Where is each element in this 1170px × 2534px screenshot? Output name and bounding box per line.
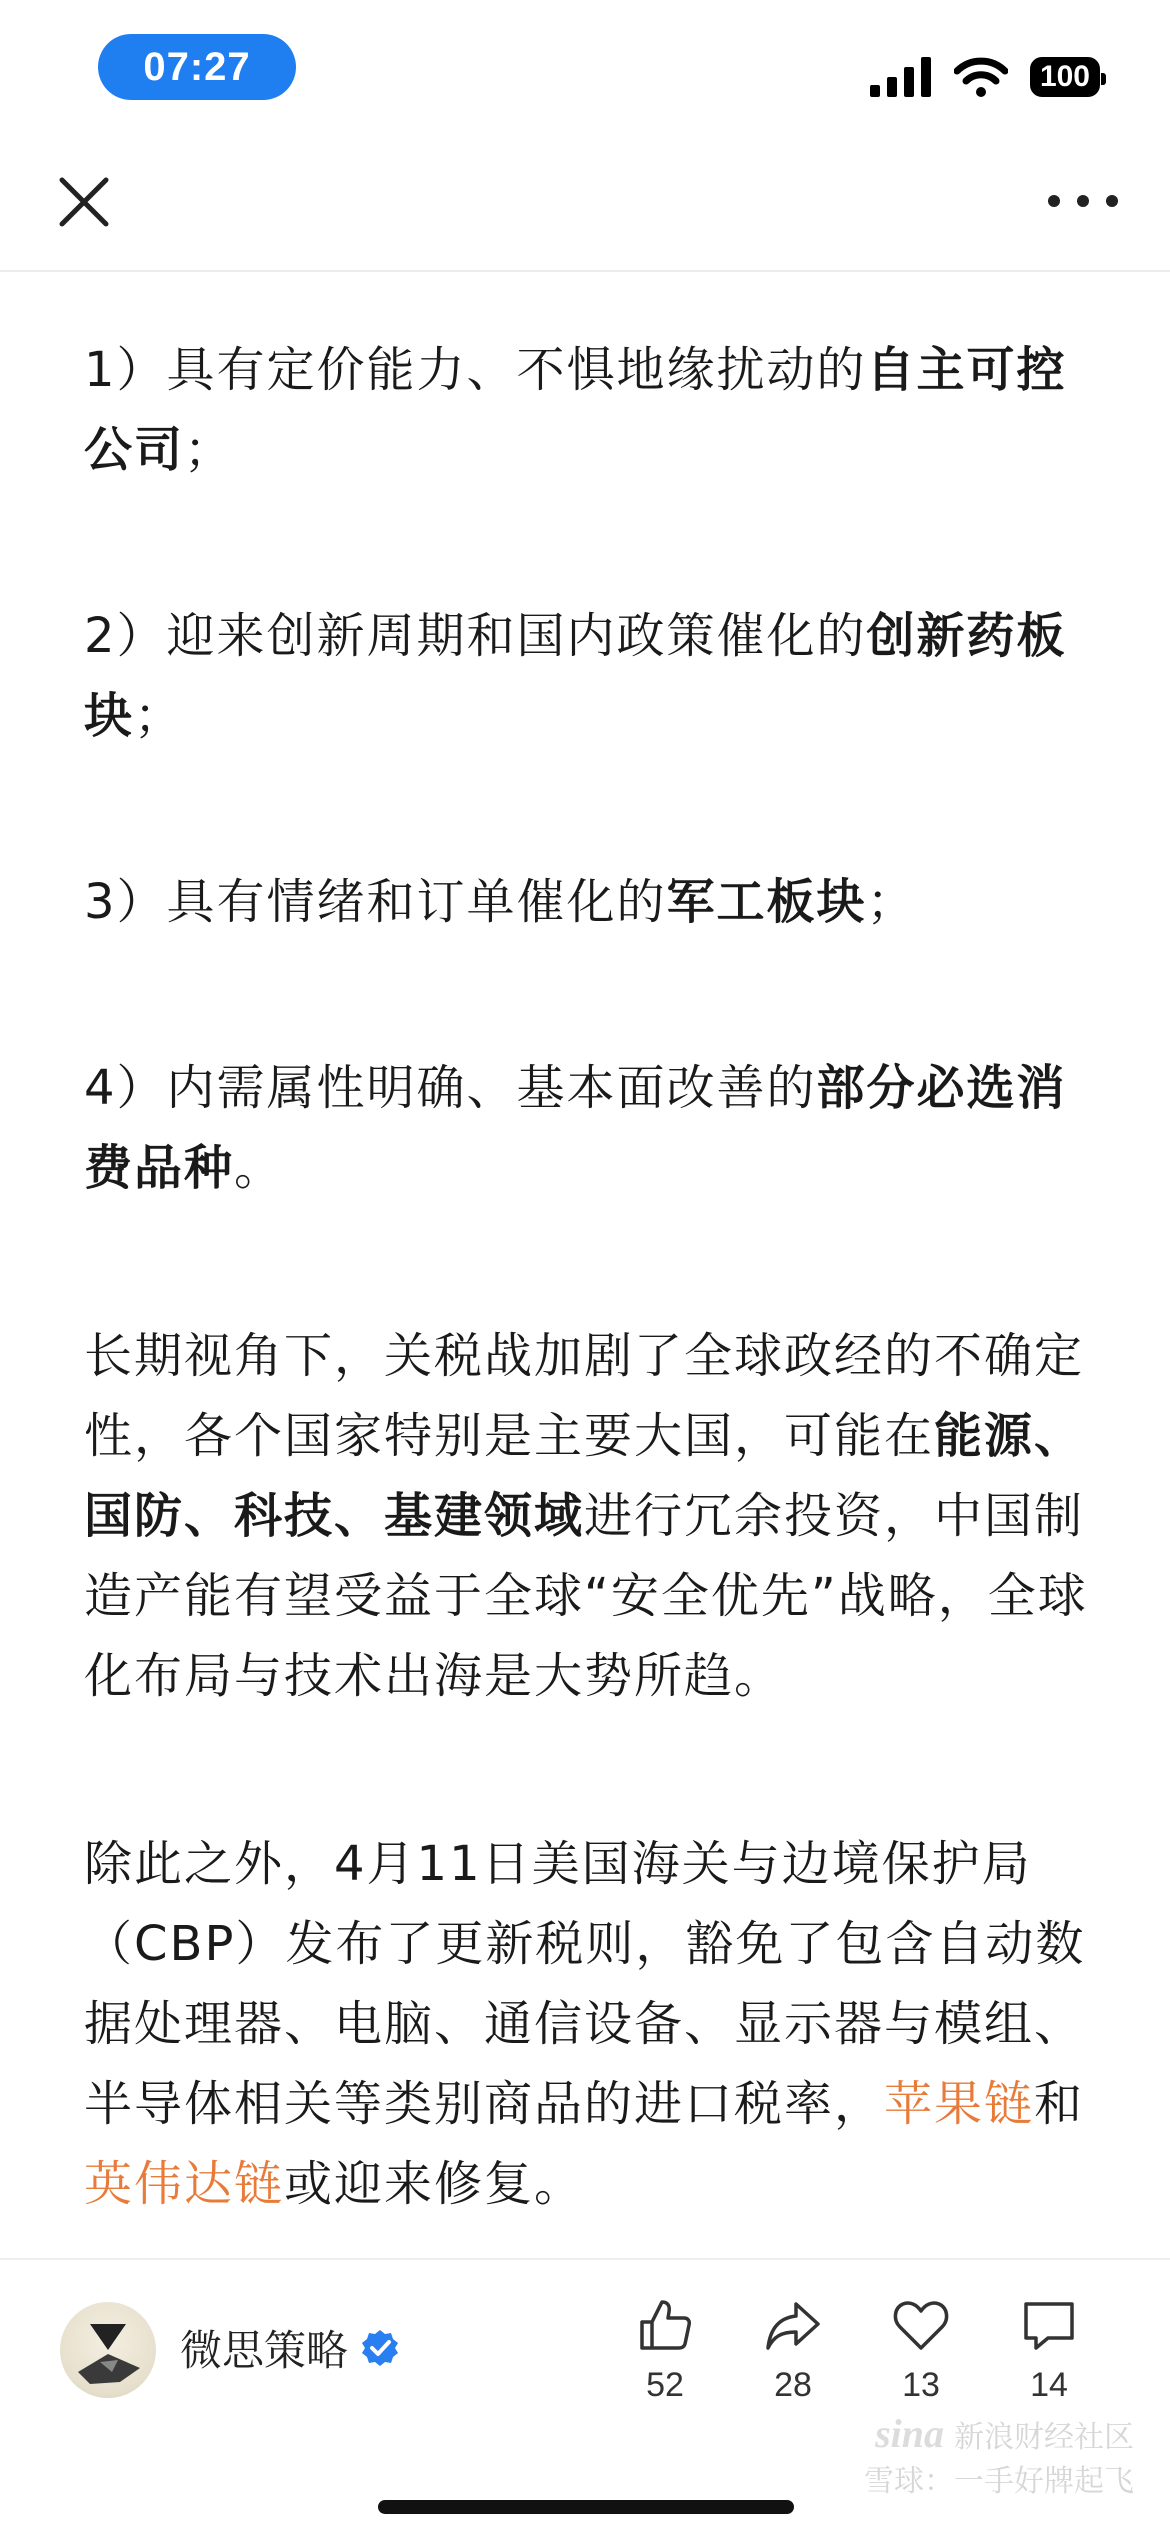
author-name[interactable] <box>180 2318 400 2378</box>
close-button[interactable] <box>52 170 116 234</box>
p5-text: 长期视角下，关税战加剧了全球政经的不确定性，各个国家特别是主要大国，可能在 <box>84 1328 1085 1464</box>
more-dot <box>1106 195 1118 207</box>
watermark-logo: sina <box>875 2411 944 2456</box>
avatar[interactable] <box>60 2302 156 2398</box>
p4-text: 4）内需属性明确、基本面改善的 <box>84 1060 817 1116</box>
share-button[interactable] <box>748 2294 838 2405</box>
like-button[interactable] <box>620 2294 710 2405</box>
p1-bold: 自主可控公司 <box>84 342 1067 478</box>
status-icons <box>870 52 1100 102</box>
bottom-action-bar <box>0 2258 1170 2534</box>
verified-badge-icon <box>360 2328 400 2368</box>
battery-indicator: 100 <box>1030 57 1100 97</box>
p4-bold: 部分必选消费品种 <box>84 1060 1067 1196</box>
paragraph-6 <box>84 1824 1089 2224</box>
p1-text: 1）具有定价能力、不惧地缘扰动的 <box>84 342 867 398</box>
favorite-icon <box>890 2294 952 2356</box>
author-name-text: 微思策略 <box>180 2326 349 2375</box>
close-icon <box>52 170 116 234</box>
share-count: 28 <box>774 2366 812 2404</box>
watermark-line2: 雪球：一手好牌起飞 <box>864 2464 1134 2499</box>
p5-bold: 能源、国防、科技、基建领域 <box>84 1408 1085 1544</box>
signal-icon <box>870 57 932 97</box>
like-count: 52 <box>646 2366 684 2404</box>
more-button[interactable] <box>1048 186 1118 216</box>
p3-bold: 军工板块 <box>666 874 867 930</box>
article-body <box>84 330 1089 2224</box>
more-dot <box>1048 195 1060 207</box>
p2-text: 2）迎来创新周期和国内政策催化的 <box>84 608 867 664</box>
p2-end: ； <box>134 688 185 744</box>
comment-count: 14 <box>1030 2366 1068 2404</box>
like-icon <box>634 2294 696 2356</box>
p6-end: 或迎来修复。 <box>284 2156 585 2212</box>
favorite-button[interactable] <box>876 2294 966 2405</box>
avatar-image <box>60 2302 156 2398</box>
more-dot <box>1077 195 1089 207</box>
p2-bold: 创新药板块 <box>84 608 1067 744</box>
watermark-line1: 新浪财经社区 <box>954 2420 1134 2455</box>
p4-end: 。 <box>234 1140 285 1196</box>
wifi-icon <box>954 57 1008 97</box>
p5-end: 进行冗余投资，中国制造产能有望受益于全球“安全优先”战略，全球化布局与技术出海是大势所趋。 <box>84 1488 1088 1704</box>
favorite-count: 13 <box>902 2366 940 2404</box>
share-icon <box>762 2294 824 2356</box>
apple-chain-link[interactable]: 苹果链 <box>884 2076 1035 2132</box>
nav-bar <box>0 130 1170 272</box>
comment-icon <box>1018 2294 1080 2356</box>
paragraph-2 <box>84 596 1089 756</box>
paragraph-1 <box>84 330 1089 490</box>
paragraph-4 <box>84 1048 1089 1208</box>
p3-text: 3）具有情绪和订单催化的 <box>84 874 667 930</box>
p1-end: ； <box>184 422 235 478</box>
p6-text: 除此之外，4月11日美国海关与边境保护局（CBP）发布了更新税则，豁免了包含自动数据处理器、电脑、通信设备、显示器与模组、半导体相关等类别商品的进口税率， <box>84 1836 1086 2132</box>
p3-end: ； <box>866 874 917 930</box>
status-time[interactable]: 07:27 <box>98 34 296 100</box>
p6-and: 和 <box>1034 2076 1085 2132</box>
paragraph-3 <box>84 862 1089 942</box>
nvidia-chain-link[interactable]: 英伟达链 <box>84 2156 285 2212</box>
watermark <box>864 2412 1134 2504</box>
paragraph-5 <box>84 1316 1089 1716</box>
status-bar <box>0 0 1170 130</box>
home-indicator[interactable] <box>378 2500 794 2514</box>
comment-button[interactable] <box>1004 2294 1094 2405</box>
